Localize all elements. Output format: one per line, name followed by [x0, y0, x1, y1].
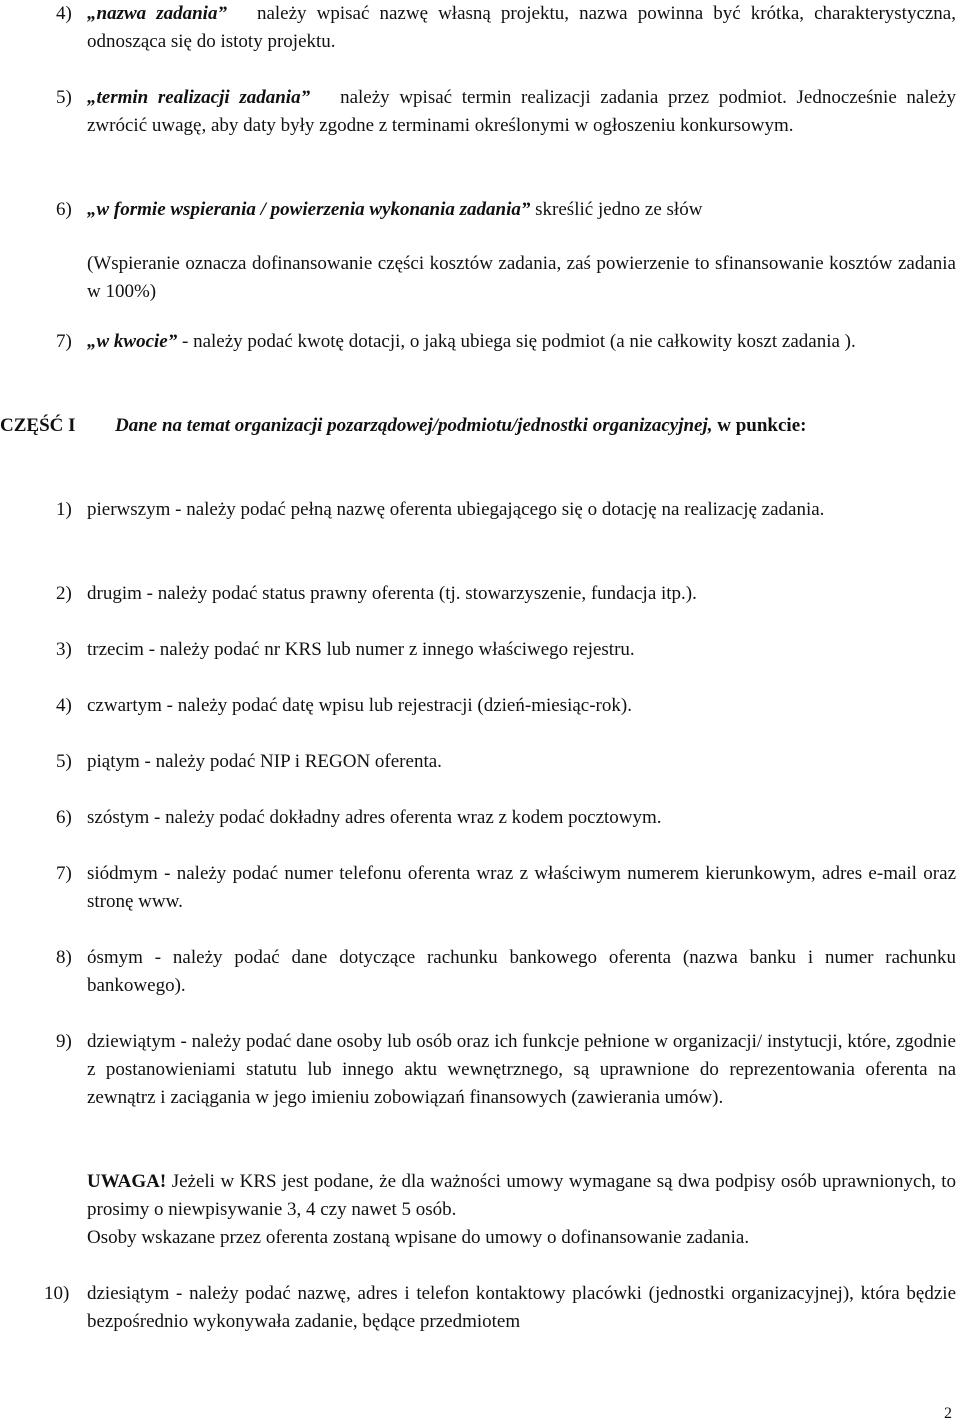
list-item: [56, 580, 956, 608]
warning-label: UWAGA!: [87, 1171, 167, 1192]
item-description: skreślić jedno ze słów: [535, 199, 703, 220]
item-text: ósmym - należy podać dane dotyczące rachunku bankowego oferenta (nazwa banku i numer rachunku bankowego).: [87, 947, 956, 996]
item-text: siódmym - należy podać numer telefonu oferenta wraz z właściwym numerem kierunkowym, adres e-mail oraz stronę www.: [87, 863, 956, 912]
item-number: 6): [56, 199, 72, 220]
item-term: „termin realizacji zadania”: [87, 87, 311, 108]
item-number: 6): [56, 807, 72, 828]
item-number: 4): [56, 3, 72, 24]
list-item: [56, 636, 956, 664]
list-item: [56, 1028, 956, 1112]
item-number: 2): [56, 583, 72, 604]
item-text: [87, 0, 956, 56]
item-term: „nazwa zadania”: [87, 3, 227, 24]
item-number: 10): [44, 1283, 70, 1304]
warning-note: [87, 1168, 956, 1224]
item-description: należy wpisać termin realizacji zadania przez podmiot. Jednocześnie należy zwrócić uwagę, aby daty były zgodne z terminami określonymi w ogłoszeniu konkursowym.: [87, 87, 956, 136]
list-item: [56, 328, 956, 356]
item-text: dziewiątym - należy podać dane osoby lub osób oraz ich funkcje pełnione w organizacji/ instytucji, które, zgodnie z postanowieniami statutu lub innego aktu wewnętrznego, są uprawnione do reprezentowania oferenta na zewnątrz i zaciągania w jego imieniu zobowiązań finansowych (zawierania umów).: [87, 1031, 956, 1108]
list-item: [56, 748, 956, 776]
item-text: [87, 328, 956, 356]
section-title: Dane na temat organizacji pozarządowej/podmiotu/jednostki organizacyjnej,: [115, 415, 713, 436]
warning-note-second: Osoby wskazane przez oferenta zostaną wpisane do umowy o dofinansowanie zadania.: [87, 1227, 750, 1248]
item-number: 1): [56, 499, 72, 520]
item-number: 5): [56, 751, 72, 772]
item-term: „w kwocie”: [87, 331, 178, 352]
list-item: [56, 0, 956, 56]
item-number: 3): [56, 639, 72, 660]
list-item: [44, 1280, 956, 1336]
explanatory-note: (Wspieranie oznacza dofinansowanie części kosztów zadania, zaś powierzenie to sfinansowanie kosztów zadania w 100%): [87, 253, 956, 302]
list-item: [56, 496, 956, 524]
list-item: [56, 944, 956, 1000]
list-item: [56, 860, 956, 916]
item-text: [87, 196, 956, 224]
item-text: pierwszym - należy podać pełną nazwę oferenta ubiegającego się o dotację na realizację zadania.: [87, 499, 825, 520]
item-text: drugim - należy podać status prawny oferenta (tj. stowarzyszenie, fundacja itp.).: [87, 583, 697, 604]
item-text: [87, 84, 956, 140]
list-item: [56, 196, 956, 224]
item-description: - należy podać kwotę dotacji, o jaką ubiega się podmiot (a nie całkowity koszt zadania ).: [182, 331, 856, 352]
item-number: 5): [56, 87, 72, 108]
item-number: 7): [56, 863, 72, 884]
list-item: [56, 84, 956, 140]
item-text: szóstym - należy podać dokładny adres oferenta wraz z kodem pocztowym.: [87, 807, 662, 828]
page-number: 2: [944, 1405, 952, 1422]
section-suffix: w punkcie:: [717, 415, 807, 436]
item-number: 9): [56, 1031, 72, 1052]
list-item: [56, 692, 956, 720]
item-number: 7): [56, 331, 72, 352]
list-item: [56, 804, 956, 832]
item-term: „w formie wspierania / powierzenia wykonania zadania”: [87, 199, 531, 220]
warning-text: Jeżeli w KRS jest podane, że dla ważności umowy wymagane są dwa podpisy osób uprawnionych, to prosimy o niewpisywanie 3, 4 czy nawet 5 osób.: [87, 1171, 957, 1220]
item-text: dziesiątym - należy podać nazwę, adres i telefon kontaktowy placówki (jednostki organizacyjnej), która będzie bezpośrednio wykonywała zadanie, będące przedmiotem: [87, 1283, 956, 1332]
item-description: należy wpisać nazwę własną projektu, nazwa powinna być krótka, charakterystyczna, odnosząca się do istoty projektu.: [87, 3, 956, 52]
section-label: CZĘŚĆ I: [0, 415, 76, 436]
item-number: 4): [56, 695, 72, 716]
item-text: trzecim - należy podać nr KRS lub numer z innego właściwego rejestru.: [87, 639, 635, 660]
item-number: 8): [56, 947, 72, 968]
section-heading: [0, 412, 956, 440]
item-text: czwartym - należy podać datę wpisu lub rejestracji (dzień-miesiąc-rok).: [87, 695, 632, 716]
item-text: piątym - należy podać NIP i REGON oferenta.: [87, 751, 442, 772]
